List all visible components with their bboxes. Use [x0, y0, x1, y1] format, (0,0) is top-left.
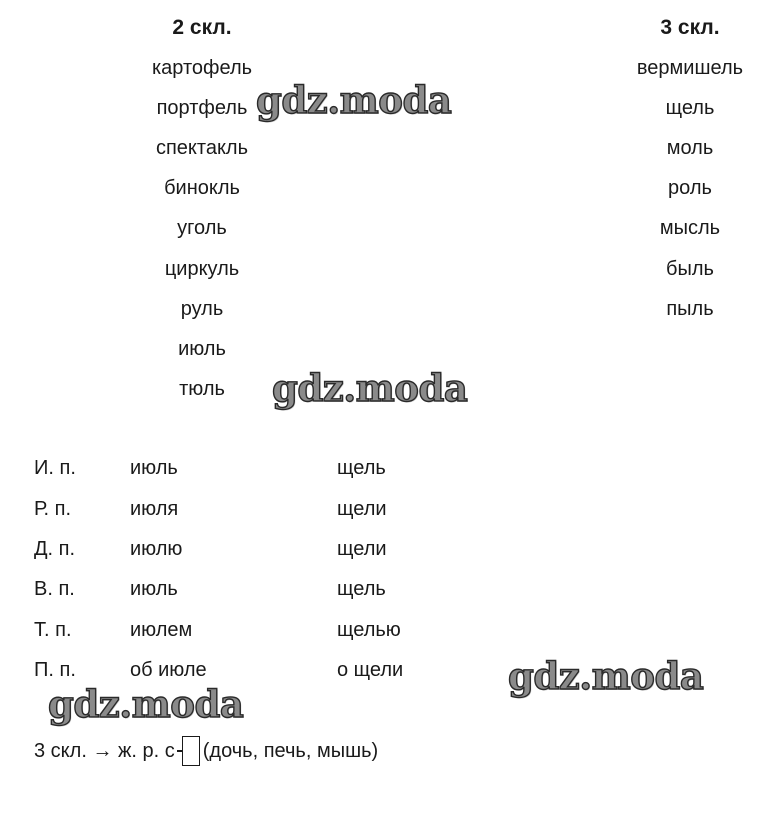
table-row [0, 496, 764, 522]
case-form-feminine: щели [337, 538, 387, 560]
word-item: спектакль [155, 137, 249, 159]
word-item: картофель [151, 57, 253, 79]
rule-prefix: 3 скл. → ж. р. с [34, 740, 175, 762]
table-row [0, 536, 764, 562]
watermark: gdz.moda [256, 78, 452, 122]
column-title-second-declension: 2 скл. [172, 16, 232, 39]
word-item: бинокль [164, 177, 240, 199]
table-row [0, 455, 764, 481]
word-item: руль [180, 298, 224, 320]
case-form-feminine: щелью [337, 619, 401, 641]
word-item: портфель [156, 97, 248, 119]
word-item: роль [668, 177, 712, 199]
case-form-masculine: июль [130, 578, 178, 600]
ending-box-icon [182, 736, 200, 766]
case-label: Д. п. [34, 538, 76, 560]
word-item: моль [666, 137, 714, 159]
word-item: уголь [177, 217, 227, 239]
table-row [0, 576, 764, 602]
word-item: мысль [659, 217, 721, 239]
case-form-feminine: о щели [337, 659, 404, 681]
case-label: И. п. [34, 457, 76, 479]
case-label: В. п. [34, 578, 75, 600]
word-item: быль [666, 258, 714, 280]
word-item: щель [665, 97, 715, 119]
case-form-feminine: щель [337, 457, 386, 479]
word-item: тюль [179, 378, 225, 400]
watermark: gdz.moda [272, 366, 468, 410]
rule-examples: (дочь, печь, мышь) [202, 740, 379, 762]
case-form-masculine: июль [130, 457, 178, 479]
table-row [0, 617, 764, 643]
case-form-masculine: об июле [130, 659, 207, 681]
case-label: Т. п. [34, 619, 72, 641]
word-item: июль [178, 338, 226, 360]
case-form-masculine: июлем [130, 619, 193, 641]
declension-rule [34, 736, 378, 766]
watermark: gdz.moda [48, 682, 244, 726]
case-form-masculine: июля [130, 498, 179, 520]
case-label: П. п. [34, 659, 76, 681]
column-title-third-declension: 3 скл. [660, 16, 720, 39]
watermark: gdz.moda [508, 654, 704, 698]
case-label: Р. п. [34, 498, 72, 520]
case-form-masculine: июлю [130, 538, 183, 560]
case-form-feminine: щель [337, 578, 386, 600]
word-item: вермишель [636, 57, 744, 79]
word-item: циркуль [164, 258, 240, 280]
case-form-feminine: щели [337, 498, 387, 520]
word-item: пыль [666, 298, 714, 320]
